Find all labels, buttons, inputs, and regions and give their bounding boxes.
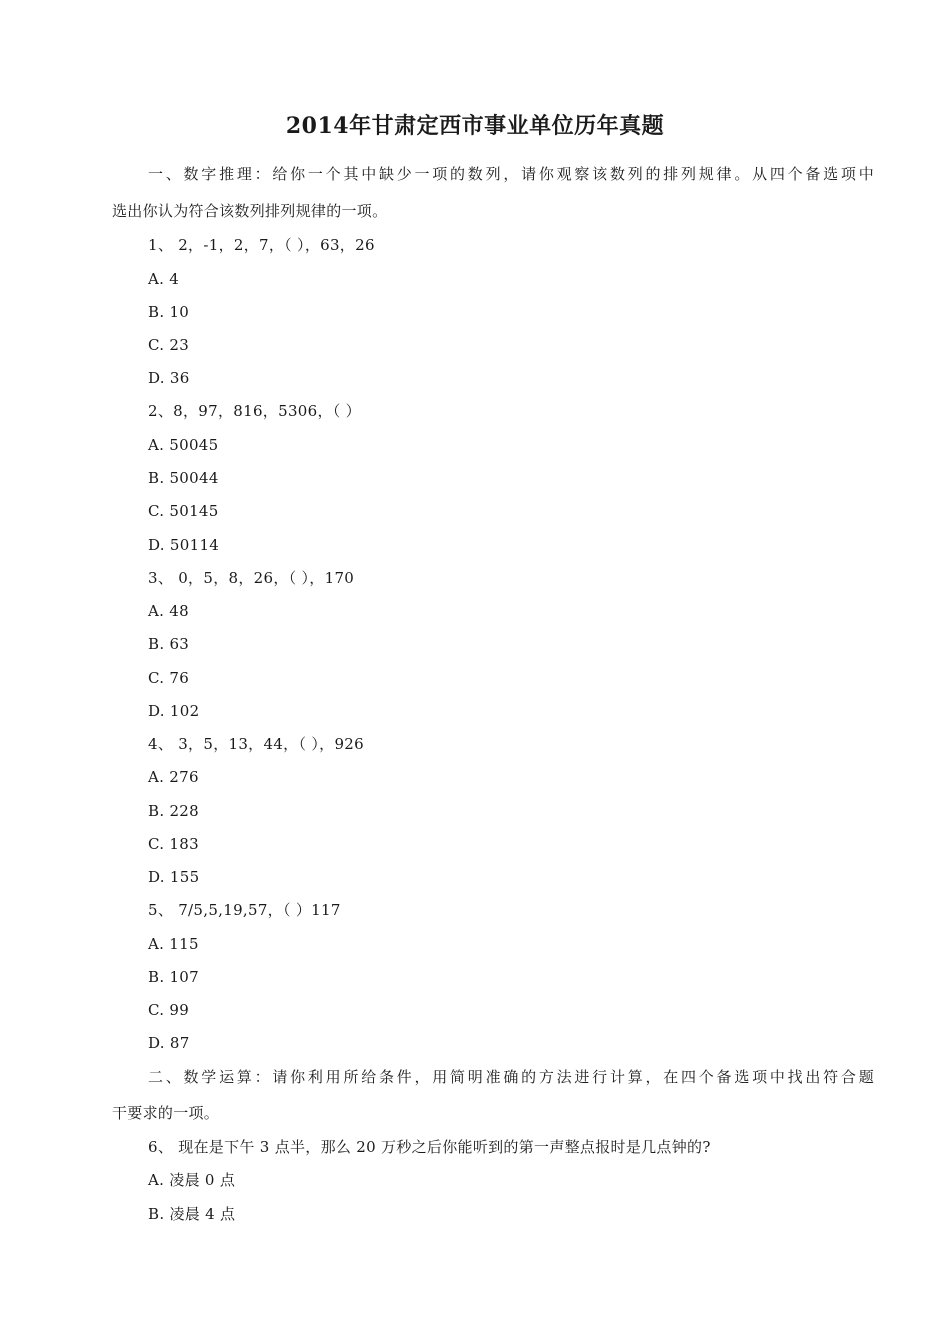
section2-intro-line1: 二、数学运算：请你利用所给条件，用简明准确的方法进行计算，在四个备选项中找出符合题 <box>148 1068 874 1086</box>
answer-option: A. 276 <box>148 768 199 786</box>
section1-intro-line2: 选出你认为符合该数列排列规律的一项。 <box>112 202 388 220</box>
question-stem: 1、 2，-1，2，7，（ ），63，26 <box>148 236 375 254</box>
answer-option: C. 99 <box>148 1001 190 1019</box>
answer-option: D. 50114 <box>148 536 220 554</box>
question-stem: 2、8，97，816，5306，（ ） <box>148 402 361 420</box>
page-title: 2014年甘肃定西市事业单位历年真题 <box>285 113 665 139</box>
answer-option: C. 23 <box>148 336 190 354</box>
answer-option: C. 50145 <box>148 502 219 520</box>
answer-option: C. 76 <box>148 669 190 687</box>
answer-option: D. 36 <box>148 369 190 387</box>
answer-option: B. 228 <box>148 802 199 820</box>
answer-option: B. 10 <box>148 303 190 321</box>
answer-option: D. 87 <box>148 1034 190 1052</box>
question-stem: 4、 3，5，13，44，（ ），926 <box>148 735 364 753</box>
answer-option: D. 102 <box>148 702 200 720</box>
answer-option: A. 50045 <box>148 436 219 454</box>
answer-option: B. 凌晨 4 点 <box>148 1205 236 1223</box>
answer-option: A. 115 <box>148 935 199 953</box>
answer-option: C. 183 <box>148 835 199 853</box>
answer-option: B. 63 <box>148 635 190 653</box>
answer-option: A. 凌晨 0 点 <box>148 1171 236 1189</box>
answer-option: D. 155 <box>148 868 200 886</box>
section2-intro-line2: 干要求的一项。 <box>112 1104 220 1122</box>
answer-option: B. 107 <box>148 968 199 986</box>
question-stem: 3、 0，5，8，26，（ ），170 <box>148 569 355 587</box>
question-stem: 6、 现在是下午 3 点半，那么 20 万秒之后你能听到的第一声整点报时是几点钟的? <box>148 1138 711 1156</box>
section1-intro-line1: 一、数字推理：给你一个其中缺少一项的数列，请你观察该数列的排列规律。从四个备选项中 <box>148 165 874 183</box>
question-stem: 5、 7/5,5,19,57，（ ）117 <box>148 901 341 919</box>
answer-option: B. 50044 <box>148 469 219 487</box>
answer-option: A. 48 <box>148 602 189 620</box>
answer-option: A. 4 <box>148 270 180 288</box>
